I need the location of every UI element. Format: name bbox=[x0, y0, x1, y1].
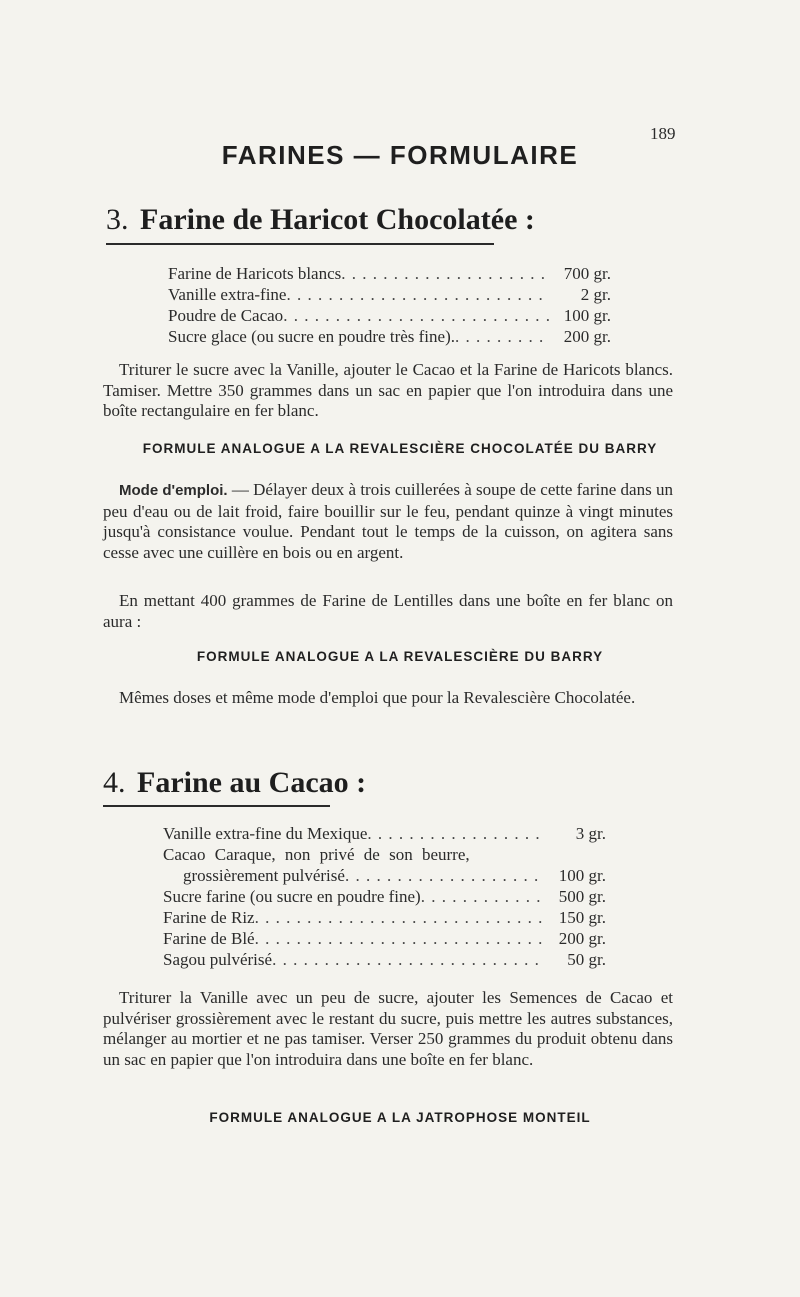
section-4-heading: Farine au Cacao : bbox=[137, 766, 367, 799]
section-4-instructions: Triturer la Vanille avec un peu de sucre, ajouter les Semences de Cacao et pulvériser grossièrement avec le restant du sucre, puis mettre les autres substances, mélanger au mortier et ne pas tamiser. Verser 250 grammes du produit obtenu dans un sac en papier que l'on introduira dans une boîte en fer blanc. bbox=[103, 988, 673, 1069]
ingredient-row: Farine de Riz . . . 150 gr. bbox=[163, 907, 606, 928]
section-3-title bbox=[106, 203, 535, 237]
ingredient-row: Farine de Haricots blancs . . . 700 gr. bbox=[168, 263, 611, 284]
running-head: FARINES — FORMULAIRE bbox=[221, 140, 579, 170]
section-4-ingredients bbox=[163, 823, 606, 970]
section-3-ingredients bbox=[168, 263, 611, 347]
page-number: 189 bbox=[650, 124, 676, 143]
mode-emploi-paragraph: Mode d'emploi. — Délayer deux à trois cuillerées à soupe de cette farine dans un peu d'eau ou de lait froid, faire bouillir sur le feu, pendant quinze à vingt minutes jusqu'à consistance voulue. Pendant tout le temps de la cuisson, on agitera sans cesse avec une cuillère en bois ou en argent. bbox=[103, 480, 673, 562]
ingredient-row: Vanille extra-fine . . . 2 gr. bbox=[168, 284, 611, 305]
ingredient-row: Sucre glace (ou sucre en poudre très fine). . . . 200 gr. bbox=[168, 326, 611, 347]
ingredient-row: Sagou pulvérisé . . . 50 gr. bbox=[163, 949, 606, 970]
formula-revalesciere: FORMULE ANALOGUE A LA REVALESCIÈRE DU BARRY bbox=[196, 649, 604, 664]
formula-jatrophose: FORMULE ANALOGUE A LA JATROPHOSE MONTEIL bbox=[209, 1110, 591, 1125]
ingredient-row: Poudre de Cacao . . . 100 gr. bbox=[168, 305, 611, 326]
formula-revalesciere-chocolatee: FORMULE ANALOGUE A LA REVALESCIÈRE CHOCOLATÉE DU BARRY bbox=[142, 441, 658, 456]
section-3-heading: Farine de Haricot Chocolatée : bbox=[140, 203, 535, 236]
section-3-number: 3. bbox=[106, 203, 129, 236]
section-3-rule bbox=[106, 243, 494, 245]
lentils-paragraph: En mettant 400 grammes de Farine de Lentilles dans une boîte en fer blanc on aura : bbox=[103, 591, 673, 631]
section-4-title bbox=[103, 766, 366, 800]
section-4-rule bbox=[103, 805, 330, 807]
ingredient-row: Vanille extra-fine du Mexique . . . 3 gr. bbox=[163, 823, 606, 844]
mode-emploi-label: Mode d'emploi. bbox=[119, 482, 228, 499]
ingredient-row: Sucre farine (ou sucre en poudre fine) . . . 500 gr. bbox=[163, 886, 606, 907]
same-dose-paragraph: Mêmes doses et même mode d'emploi que pour la Revalescière Chocolatée. bbox=[119, 688, 636, 707]
section-4-number: 4. bbox=[103, 766, 126, 799]
ingredient-row: Farine de Blé . . . 200 gr. bbox=[163, 928, 606, 949]
ingredient-row: grossièrement pulvérisé . . . 100 gr. bbox=[163, 865, 606, 886]
ingredient-row: Cacao Caraque, non privé de son beurre, bbox=[163, 845, 470, 864]
section-3-instructions: Triturer le sucre avec la Vanille, ajouter le Cacao et la Farine de Haricots blancs. Tamiser. Mettre 350 grammes dans un sac en papier que l'on introduira dans une boîte rectangulaire en fer blanc. bbox=[103, 360, 673, 420]
